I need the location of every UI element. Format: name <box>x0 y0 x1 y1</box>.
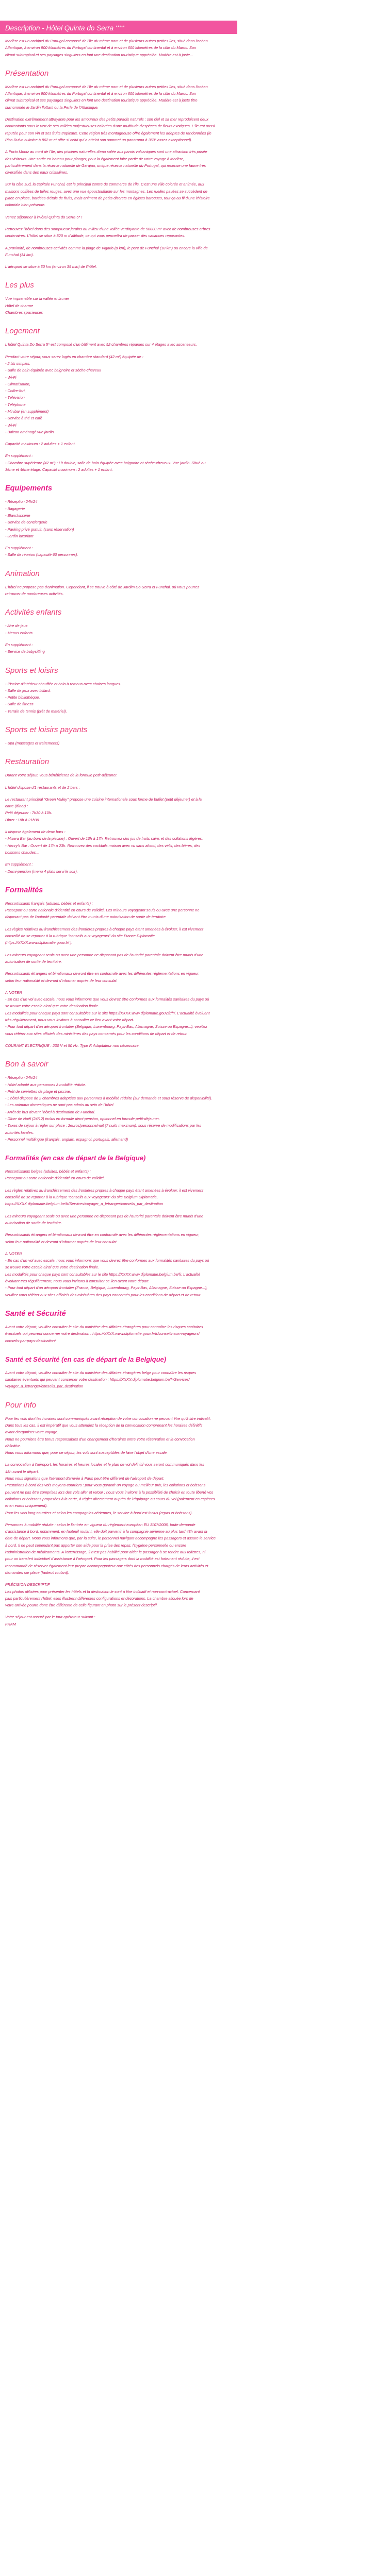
paragraph <box>5 38 388 58</box>
text-line: autorisation de sortie de territoire. <box>5 1220 62 1225</box>
text-line: (https://XXXX.www.diplomatie.gouv.fr/ ). <box>5 940 73 945</box>
text-line: Ressortissants belges (adultes, bébés et enfants) : <box>5 1169 91 1174</box>
text-line: Retrouvez l'hôtel dans des somptueux jardins au milieu d'une vallée verdoyante de 50000 m² avec de nombreuses arbres <box>5 226 210 231</box>
paragraph <box>5 622 388 636</box>
text-line: - Piscine d'intérieur chauffée et bain à remous avec chaises longues. <box>5 681 121 686</box>
text-line: 3ème et 4ème étage. Capacité maximum : 2 adultes + 1 enfant. <box>5 467 113 472</box>
text-line: peuvent ne pas être comprises lors des vols aller et retour ; nous vous invitons à la possibilité de choisir en toute liberté vos <box>5 1489 214 1495</box>
section-animation <box>5 569 388 598</box>
text-line: - L'hôtel dispose de 2 chambres adaptées aux personnes à mobilité réduite (sur demande et sous réserve de disponibilité). <box>5 1096 213 1101</box>
paragraph <box>5 353 388 436</box>
text-line: plus particulièrement l'hôtel, elles illustrent différentes configurations et décorations. La chambre allouée lors de <box>5 1596 193 1601</box>
text-line: - Climatisation, <box>5 381 30 386</box>
text-line: Atlantique, à environ 900 kilomètres du Portugal continental et à environ 600 kilomètres de la côte du Maroc. Son <box>5 45 197 50</box>
section-activites-enfants <box>5 607 388 655</box>
text-line: Capacité maximum : 2 adultes + 1 enfant. <box>5 442 76 447</box>
paragraph <box>5 681 388 715</box>
paragraph <box>5 214 388 221</box>
text-line: - Misera Bar (au bord de la piscine) : Ouvert de 10h à 17h. Retrouvez des jus de fruits sains et des collations légères. <box>5 836 203 841</box>
text-line: veuillez vous référer aux sites officiels des ministères des pays concernés pour les conditions de départ et de retour. <box>5 1292 202 1297</box>
text-line: https://XXXX.diplomatie.belgium.be/fr/Services/voyager_a_letranger/conseils_par_destination <box>5 1201 164 1207</box>
text-line: demandes sur place (fauteuil roulant). <box>5 1570 70 1575</box>
star-rating: ***** <box>115 25 125 30</box>
text-line: Funchal (14 km). <box>5 252 34 257</box>
text-line: Il dispose également de deux bars : <box>5 829 66 835</box>
text-line: - Télévision <box>5 395 25 400</box>
text-line: Les mineurs voyageant seuls ou avec une personne ne disposant pas de l'autorité parentale doivent être munis d'une <box>5 952 204 957</box>
text-line: A NOTER <box>5 990 22 995</box>
text-line: Les photos utilisées pour présenter les hôtels et la destination le sont à titre indicatif et non-contractuel. Concernant <box>5 1589 200 1594</box>
text-line: - Chambre supérieure (42 m²) : Lit double, salle de bain équipée avec baignoire et sèche-cheveux. Vue jardin. Situé au <box>5 460 206 465</box>
text-line: A NOTER <box>5 1251 22 1256</box>
text-line: - Service à thé et café <box>5 416 42 421</box>
text-line: Venez séjourner à l'Hôtel Quinta do Serra 5* ! <box>5 214 83 219</box>
text-line: à bord. Il ne peut cependant pas apporter son aide pour la prise des repas, l'hygiène personnelle ou encore <box>5 1543 187 1548</box>
text-line: coloniale bien présente. <box>5 202 46 208</box>
text-line: - Personnel multilingue (français, anglais, espagnol, portugais, allemand) <box>5 1137 128 1142</box>
text-line: Passeport ou carte nationale d'identité en cours de validité. <box>5 1176 105 1181</box>
text-line: L'hôtel ne propose pas d'animation. Cependant, il se trouve à côté de Jardim Do Serra et Funchal, où vous pourrez <box>5 584 200 589</box>
text-line: climat subtropical et ses paysages singuliers en font une destination touristique appréciée. Madère est à juste... <box>5 52 193 57</box>
text-line: - Service de conciergerie <box>5 520 47 525</box>
text-line: - Réception 24h/24 <box>5 1075 38 1080</box>
page-title-banner <box>0 21 237 34</box>
paragraph <box>5 116 388 143</box>
text-line: - Dîner de Noël (24/12) inclus en formule demi-pension, optionnel en formule petit-déjeuner. <box>5 1116 160 1121</box>
text-line: Madère est un archipel du Portugal composé de l'île du même nom et de plusieurs autres petites îles, situé dans l'océan <box>5 39 208 43</box>
paragraph <box>5 1461 388 1516</box>
text-line: - Bagagerie <box>5 506 25 511</box>
text-line: Le restaurant principal "Green Valley" propose une cuisine internationale sous forme de buffet (petit déjeuner) et à la <box>5 796 202 802</box>
text-line: - Téléphone <box>5 402 26 407</box>
section-heading: Sports et loisirs <box>5 666 58 675</box>
section-restauration <box>5 757 388 875</box>
paragraph <box>5 498 388 539</box>
text-line: Vue imprenable sur la vallée et la mer <box>5 296 69 301</box>
text-line: - Salle de fitness <box>5 702 34 707</box>
paragraph <box>5 1213 388 1227</box>
text-line: - 2 lits simples, <box>5 361 30 366</box>
paragraph <box>5 181 388 208</box>
text-line: 48h avant le départ. <box>5 1469 39 1474</box>
text-line: A Porto Moniz au nord de l'île, des piscines naturelles d'eau salée aux parois volcaniques sont une attraction très prisée <box>5 149 207 155</box>
text-line: autorisation de sortie de territoire. <box>5 959 62 964</box>
text-line: climat subtropical et ses paysages singuliers en font une destination touristique appréciée. Madère est à juste titre <box>5 98 198 103</box>
text-line: Avant votre départ, veuillez consulter le site du ministère des Affaires étrangères pour connaître les risques sanitaires <box>5 1324 203 1329</box>
text-line: - Service de babysitting <box>5 649 45 654</box>
paragraph <box>5 1187 388 1208</box>
section-intro <box>5 38 388 58</box>
description-content <box>5 38 388 1628</box>
text-line: - Balcon aménagé vue jardin. <box>5 429 55 434</box>
section-sante-et-securite-en-cas-de-depart-de-la-belgique <box>5 1354 388 1390</box>
text-line: FRAM <box>5 1621 16 1626</box>
text-line: conseillé de se reporter à la rubrique "conseils aux voyageurs" du site Belgium Diplomatie, <box>5 1195 158 1200</box>
paragraph <box>5 641 388 655</box>
text-line: évoluant très régulièrement, nous vous invitons à consulter ce lien avant votre départ. <box>5 1279 150 1284</box>
section-sports-et-loisirs <box>5 666 388 715</box>
text-line: surnommée le Jardin flottant ou la Perle de l'Atlantique. <box>5 105 99 110</box>
section-heading: Formalités (en cas de départ de la Belgique) <box>5 1154 146 1162</box>
text-line: - Spa (massages et traitements) <box>5 741 60 745</box>
text-line: L'hôtel dispose d'1 restaurants et de 2 bars : <box>5 785 80 790</box>
paragraph <box>5 226 388 240</box>
paragraph <box>5 970 388 984</box>
paragraph <box>5 245 388 259</box>
text-line: Ressortissants étrangers et binationaux devront être en conformité avec les différentes réglementations en vigueur, <box>5 1232 200 1238</box>
paragraph <box>5 900 388 921</box>
text-line: - Réception 24h/24 <box>5 499 38 504</box>
text-line: En supplément : <box>5 862 33 867</box>
text-line: d'assistance à bord, notamment, en fauteuil roulant, elle doit parvenir à la compagnie aérienne au plus tard 48h avant la <box>5 1529 207 1534</box>
text-line: très régulièrement, nous vous invitons à consulter ce lien avant votre départ. <box>5 1018 134 1023</box>
text-line: définitive. <box>5 1443 22 1448</box>
section-heading: Pour info <box>5 1400 37 1410</box>
section-bon-a-savoir <box>5 1059 388 1143</box>
text-line: Pendant votre séjour, vous serez logés en chambre standard (42 m²) équipée de : <box>5 354 143 359</box>
paragraph <box>5 1581 388 1608</box>
section-heading: Logement <box>5 327 40 336</box>
text-line: PRÉCISION DESCRIPTIF <box>5 1582 50 1587</box>
text-line: Passeport ou carte nationale d'identité en cours de validité. Les mineurs voyageant seuls ou avec une personne ne <box>5 908 200 913</box>
text-line: boissons chaudes... <box>5 850 39 855</box>
paragraph <box>5 1074 388 1143</box>
paragraph <box>5 1614 388 1628</box>
section-heading: Sports et loisirs payants <box>5 725 88 734</box>
text-line: A proximité, de nombreuses activités comme la plage de Vigario (8 km), le parc de Funchal (18 km) ou encore la ville de <box>5 245 208 250</box>
text-line: Nous vous signalons que l'aéroport d'arrivée à Paris peut être différent de l'aéroport de départ. <box>5 1476 165 1481</box>
paragraph <box>5 545 388 558</box>
text-line: - Blanchisserie <box>5 513 30 518</box>
section-heading: Restauration <box>5 757 50 767</box>
text-line: Nous vous informons que, pour ce séjour, les vols sont susceptibles de faire l'objet d'une escale. <box>5 1450 168 1455</box>
paragraph <box>5 772 388 778</box>
text-line: Hôtel de charme <box>5 303 34 308</box>
paragraph <box>5 796 388 823</box>
text-line: éventuels qui peuvent concerner votre destination : https://XXXX.www.diplomatie.gouv.fr/fr/conseils-aux-voyageurs/ <box>5 1331 200 1336</box>
text-line: Pour les vols long-courriers et selon les compagnies aériennes, le service à bord est inclus (repas et boissons). <box>5 1510 193 1515</box>
section-les-plus <box>5 280 388 316</box>
text-line: carte (dîner) : <box>5 804 28 809</box>
text-line: - Prêt de serviettes de plage et piscine. <box>5 1089 71 1094</box>
text-line: Les mineurs voyageant seuls ou avec une personne ne disposant pas de l'autorité parentale doivent être munis d'une <box>5 1213 204 1218</box>
text-line: Les règles relatives au franchissement des frontières propres à chaque pays étant amenées à évoluer, il est vivement <box>5 1188 204 1193</box>
section-heading: Présentation <box>5 69 49 78</box>
paragraph <box>5 740 388 747</box>
text-line: - Wi-Fi <box>5 422 17 428</box>
text-line: Prestations à bord des vols moyens-courriers : pour vous garantir un voyage au meilleur prix, les collations et boissons <box>5 1483 206 1488</box>
text-line: l'administration de médicaments. A l'atterrissage, il n'est pas habilité pour aider le passager à se rendre aux toilettes, ni <box>5 1550 206 1555</box>
text-line: - Hôtel adapté aux personnes à mobilité réduite. <box>5 1082 87 1087</box>
section-equipements <box>5 483 388 558</box>
text-line: En supplément : <box>5 642 33 647</box>
text-line: diversifiée dans des eaux cristallines. <box>5 170 69 175</box>
text-line: selon leur nationalité et devront s'informer auprès de leur consulat. <box>5 1239 118 1244</box>
text-line: se trouve votre escale ainsi que votre destination finale. <box>5 1004 99 1009</box>
text-line: contrastants sous le vert de ses vallées majestueuses colorées d'une multitude d'espèces de fleurs exotiques. L'île est aussi <box>5 124 215 129</box>
paragraph <box>5 1042 388 1049</box>
text-line: Nous ne pourrions être tenus responsables d'un changement d'horaires entre votre réservation et la convocation <box>5 1436 195 1442</box>
text-line: Ressortissants français (adultes, bébés et enfants) : <box>5 901 93 906</box>
section-logement <box>5 326 388 473</box>
section-formalites-en-cas-de-depart-de-la-belgique <box>5 1153 388 1298</box>
text-line: Destination extrêmement attrayante pour les amoureux des petits paradis naturels : son ciel et sa mer reproduisent deux <box>5 117 208 122</box>
paragraph <box>5 1231 388 1245</box>
text-line: retrouver de nombreuses activités. <box>5 591 64 597</box>
text-line: collations et boissons proposées à la carte, à régler directement auprès de l'équipage au cours du vol (paiement en espèces <box>5 1496 215 1501</box>
text-line: - Terrain de tennis (prêt de matériel). <box>5 708 67 714</box>
text-line: - Jardin luxuriant <box>5 533 34 538</box>
text-line: Pour les vols dont les horaires sont communiqués avant réception de votre convocation ne peuvent être qu'à titre indicatif. <box>5 1416 211 1421</box>
text-line: - Arrêt de bus devant l'hôtel à destination de Funchal. <box>5 1109 95 1114</box>
text-line: pour un transfert individuel d'assistance à l'aéroport. Pour les passagers dont la mobilité est fortement réduite, il est <box>5 1556 200 1562</box>
text-line: et en euros uniquement). <box>5 1503 48 1509</box>
section-formalites <box>5 885 388 1049</box>
text-line: - Wi-Fi <box>5 375 17 380</box>
text-line: - Petite bibliothèque. <box>5 695 40 700</box>
section-pour-info <box>5 1400 388 1628</box>
text-line: - Pour tout départ d'un aéroport frontalier (France, Belgique, Luxembourg, Pays-Bas, Allemagne, Suisse ou Espagne...), <box>5 1285 208 1291</box>
paragraph <box>5 584 388 598</box>
text-line: - Henry's Bar : Ouvert de 17h à 23h. Retrouvez des cocktails maison avec vu sans alcool, des vélis, des bières, des <box>5 843 201 848</box>
paragraph <box>5 263 388 270</box>
text-line: - Minibar (en supplément) <box>5 409 49 414</box>
text-line: - En cas d'un vol avec escale, nous vous informons que vous devrez être conformes aux formalités sanitaires du pays où <box>5 997 209 1002</box>
text-line: Les règles relatives au franchissement des frontières propres à chaque pays étant amenées à évoluer, il est vivement <box>5 926 204 931</box>
paragraph <box>5 784 388 791</box>
section-heading: Santé et Sécurité <box>5 1309 66 1318</box>
paragraph <box>5 828 388 856</box>
text-line: maisons coiffées de tuiles rouges, avec une vue époustouflante sur les montagnes. Les ruelles pavées se succèdent de <box>5 189 207 194</box>
text-line: Avant votre départ, veuillez consulter le site du ministère des Affaires étrangères belge pour connaître les risques <box>5 1370 197 1375</box>
text-line: Les modalités pour chaque pays sont consultables sur le site https://XXXX.www.diplomatie.belgium.be/fr. L'actualité <box>5 1272 201 1277</box>
text-line: En supplément : <box>5 546 33 551</box>
text-line: Chambres spacieuses <box>5 310 43 315</box>
text-line: - Salle de jeux avec billard. <box>5 688 51 693</box>
text-line: vous référer aux sites officiels des ministères des pays concernés pour les conditions de départ et de retour. <box>5 1031 188 1036</box>
section-heading: Santé et Sécurité (en cas de départ de la Belgique) <box>5 1355 167 1363</box>
text-line: réputée pour son vin et ses fruits tropicaux. Cette région très montagneuse offre également les adeptes de randonnées (le <box>5 130 211 135</box>
text-line: - Salle de réunion (capacité 60 personnes). <box>5 552 78 557</box>
text-line: sanitaires éventuels qui peuvent concerner votre destination : https://XXXX.diplomatie.belgium.be/fr/Services/ <box>5 1377 190 1382</box>
text-line: place en place, bordées d'étals de fruits, mais animent de petits discrets en églises baroques, tout ça au fil d'une l'histoire <box>5 196 210 201</box>
text-line: des visiteurs. Une sortie en bateau pour plonger, pour la également faire partie de votre voyage à Madère, <box>5 156 185 161</box>
paragraph <box>5 1369 388 1390</box>
text-line: COURANT ELECTRIQUE : 230 V et 50 Hz. Type F. Adaptateur non nécessaire. <box>5 1043 140 1048</box>
paragraph <box>5 989 388 1037</box>
text-line: se trouve votre escale ainsi que votre destination finale. <box>5 1265 99 1270</box>
section-heading: Les plus <box>5 281 34 290</box>
text-line: disposant pas de l'autorité parentale doivent être munis d'une autorisation de sortie de territoire. <box>5 914 167 920</box>
section-heading: Bon à savoir <box>5 1060 48 1069</box>
text-line: autorités locales. <box>5 1130 34 1135</box>
text-line: conseillé de se reporter à la rubrique "conseils aux voyageurs" du site France Diplomatie <box>5 934 155 939</box>
text-line: La convocation à l'aéroport, les horaires et heures locales et le plan de vol définitif vous seront communiqués dans les <box>5 1462 204 1467</box>
text-line: particulièrement dans la réserve naturelle de Garajau, unique réserve naturelle du Portugal, qui recense une faune très <box>5 163 206 168</box>
section-sports-et-loisirs-payants <box>5 725 388 747</box>
text-line: Dans tous les cas, il est impératif que vous attendiez la réception de la convocation comprenant les horaires définitifs <box>5 1423 203 1428</box>
text-line: Madère est un archipel du Portugal composé de l'île du même nom et de plusieurs autres petites îles, situé dans l'océan <box>5 84 208 89</box>
paragraph <box>5 452 388 473</box>
paragraph <box>5 1521 388 1576</box>
text-line: Sur la côte sud, la capitale Funchal, est le principal centre de commerce de l'île. C'est une ville colorée et animée, aux <box>5 182 204 187</box>
text-line: Durant votre séjour, vous bénéficierez de la formule petit-déjeuner. <box>5 773 118 778</box>
text-line: - Parking privé gratuit, (sans réservation) <box>5 527 74 532</box>
text-line: - Aire de jeux <box>5 623 28 629</box>
paragraph <box>5 148 388 176</box>
paragraph <box>5 952 388 965</box>
text-line: En supplément : <box>5 453 33 459</box>
text-line: Atlantique, à environ 900 kilomètres du Portugal continental et à environ 600 kilomètres de la côte du Maroc. Son <box>5 91 197 96</box>
text-line: Votre séjour est assuré par le tour-opérateur suivant : <box>5 1615 95 1620</box>
text-line: - Demi-pension (menu 4 plats servi le soir). <box>5 869 78 874</box>
section-heading: Equipements <box>5 484 53 493</box>
text-line: votre arrivée pourra donc être différente de celle figurant en photo sur le présent descriptif. <box>5 1603 158 1608</box>
text-line: recommandé de réserver également leur propre accompagnateur aux côtés des personnels chargés de leurs activités et <box>5 1563 208 1568</box>
paragraph <box>5 926 388 946</box>
section-presentation <box>5 69 388 270</box>
paragraph <box>5 295 388 316</box>
text-line: voyager_a_letranger/conseils_par_destination <box>5 1384 84 1389</box>
text-line: - Coffre-fort, <box>5 388 26 394</box>
text-line: Pico Ruivo culmine à 862 m et offre si celui qui a atteint son sommet un panorama à 360° assez exceptionnel). <box>5 137 192 142</box>
section-heading: Formalités <box>5 886 43 894</box>
text-line: Dîner : 18h à 21h30 <box>5 817 39 822</box>
section-heading: Activités enfants <box>5 608 62 617</box>
text-line: L'aéroport se situe à 30 km (environ 35 min) de l'hôtel. <box>5 264 97 269</box>
text-line: Ressortissants étrangers et binationaux devront être en conformité avec les différentes réglementations en vigueur, <box>5 971 200 976</box>
text-line: L'hôtel Quinta Do Serra 5* est composé d'un bâtiment avec 52 chambres réparties sur 4 étages avec ascenseurs. <box>5 342 197 347</box>
paragraph <box>5 1324 388 1344</box>
text-line: selon leur nationalité et devront s'informer auprès de leur consulat. <box>5 978 118 983</box>
paragraph <box>5 440 388 447</box>
text-line: centenaires. L'hôtel se situe à 820 m d'altitude, ce qui vous permettra de passer des vacances reposantes. <box>5 233 186 239</box>
text-line: - En cas d'un vol avec escale, nous vous informons que vous devrez être conformes aux formalités sanitaires du pays où <box>5 1258 209 1263</box>
text-line: Petit déjeuner : 7h30 à 10h. <box>5 810 52 816</box>
paragraph <box>5 1415 388 1456</box>
paragraph <box>5 83 388 111</box>
section-sante-et-securite <box>5 1309 388 1344</box>
page-title: Description - Hôtel Quinta do Serra <box>5 24 114 32</box>
paragraph <box>5 341 388 348</box>
text-line: Les modalités pour chaque pays sont consultables sur le site https://XXXX.www.diplomatie.gouv.fr/fr/. L'actualité évoluant <box>5 1010 210 1015</box>
paragraph <box>5 1250 388 1298</box>
paragraph <box>5 1168 388 1182</box>
text-line: - Menus enfants <box>5 630 32 635</box>
text-line: - Salle de bain équipée avec baignoire et sèche-cheveux <box>5 368 101 373</box>
section-heading: Animation <box>5 569 40 578</box>
text-line: conseils-par-pays-destination/ <box>5 1338 56 1343</box>
paragraph <box>5 861 388 875</box>
text-line: - Taxes de séjour à régler sur place : 2euros/personne/nuit (7 nuits maximum), sous réserve de modifications par les <box>5 1123 202 1128</box>
text-line: - Les animaux domestiques ne sont pas admis au sein de l'hôtel. <box>5 1103 115 1108</box>
text-line: - Pour tout départ d'un aéroport frontalier (Belgique, Luxembourg, Pays-Bas, Allemagne, Suisse ou Espagne...), veuillez <box>5 1024 207 1029</box>
text-line: date de départ. Nous vous informons que, par la suite, le personnel navigant accompagne les passagers et assure le service <box>5 1536 216 1541</box>
text-line: Personnes à mobilité réduite : selon le l'entrée en vigueur du règlement européen EU 1107/2006, toute demande <box>5 1522 196 1527</box>
text-line: avant d'organiser votre voyage. <box>5 1430 58 1435</box>
